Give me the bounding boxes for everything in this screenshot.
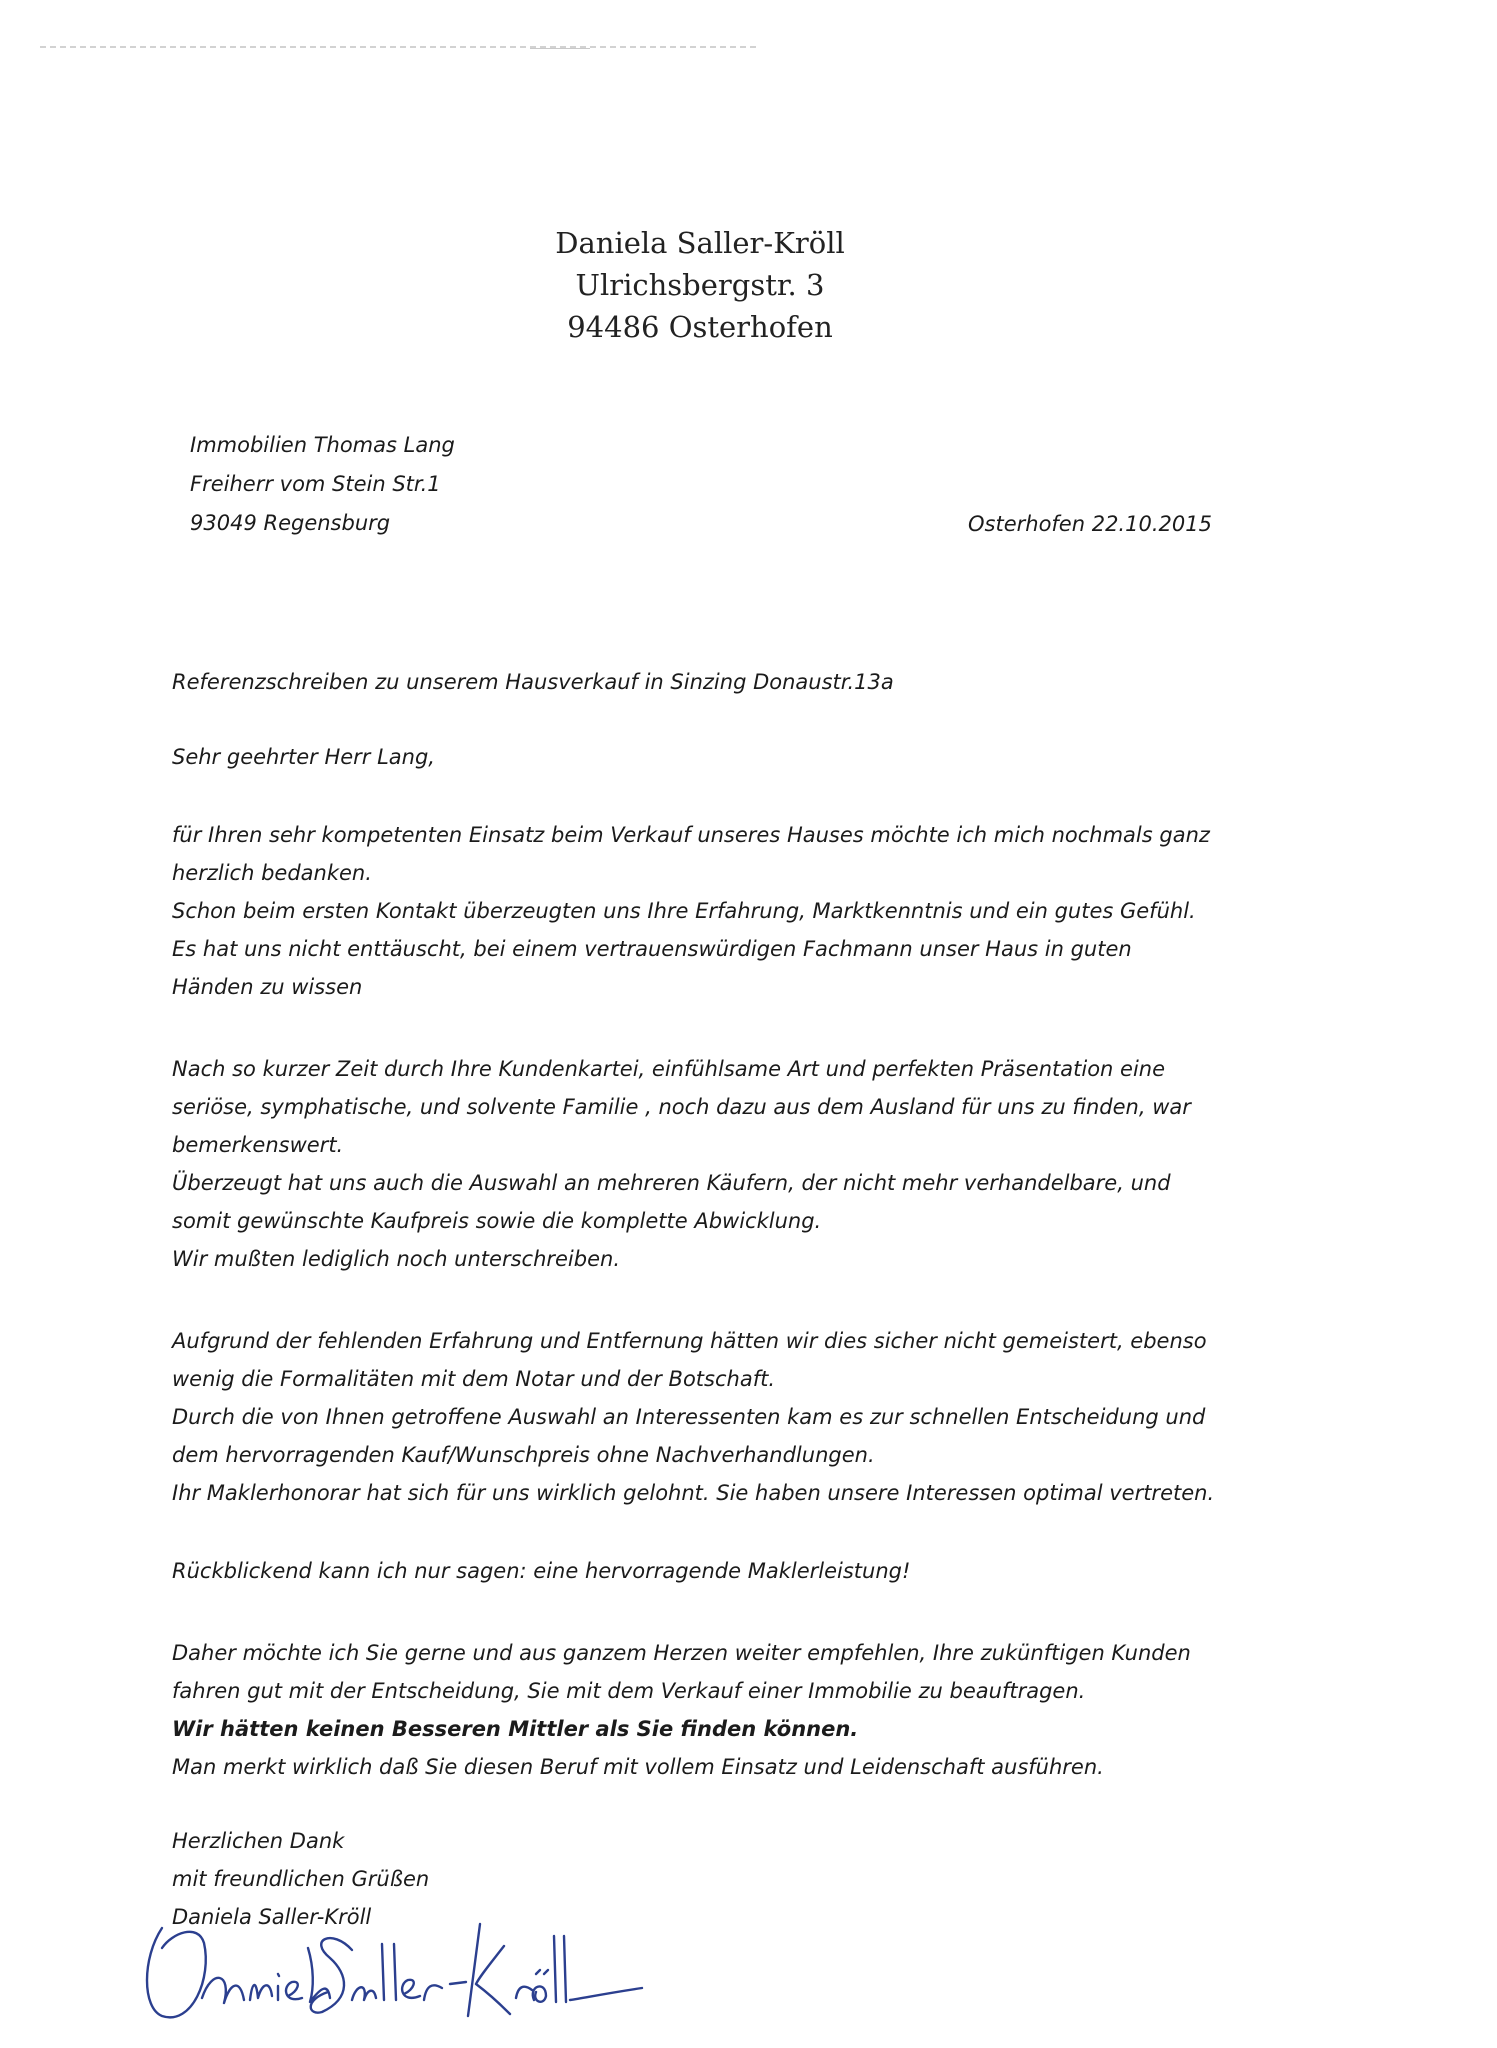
- body-line: Überzeugt hat uns auch die Auswahl an mehreren Käufern, der nicht mehr verhandelbare, und: [172, 1171, 1171, 1195]
- body-line: somit gewünschte Kaufpreis sowie die komplette Abwicklung.: [172, 1209, 822, 1233]
- paragraph-1: [172, 816, 1322, 1006]
- body-line: Daher möchte ich Sie gerne und aus ganzem Herzen weiter empfehlen, Ihre zukünftigen Kunden: [172, 1641, 1191, 1665]
- body-line: Wir mußten lediglich noch unterschreiben.: [172, 1247, 621, 1271]
- body-line: für Ihren sehr kompetenten Einsatz beim Verkauf unseres Hauses möchte ich mich nochmals ganz: [172, 823, 1210, 847]
- paragraph-5: [172, 1634, 1322, 1786]
- recipient-company: Immobilien Thomas Lang: [190, 433, 455, 457]
- body-line: Durch die von Ihnen getroffene Auswahl an Interessenten kam es zur schnellen Entscheidung und: [172, 1405, 1206, 1429]
- handwritten-signature: [132, 1888, 652, 2038]
- scan-artifact: [530, 48, 590, 49]
- body-line: Nach so kurzer Zeit durch Ihre Kundenkartei, einfühlsame Art und perfekten Präsentation eine: [172, 1057, 1166, 1081]
- recipient-address: [190, 426, 455, 543]
- body-line: Aufgrund der fehlenden Erfahrung und Entfernung hätten wir dies sicher nicht gemeistert, ebenso: [172, 1329, 1207, 1353]
- body-line: Man merkt wirklich daß Sie diesen Beruf mit vollem Einsatz und Leidenschaft ausführen.: [172, 1755, 1104, 1779]
- sender-city: 94486 Osterhofen: [567, 310, 833, 344]
- closing-line: mit freundlichen Grüßen: [172, 1867, 430, 1891]
- body-line: seriöse, symphatische, und solvente Familie , noch dazu aus dem Ausland für uns zu finden, war: [172, 1095, 1191, 1119]
- body-line: Schon beim ersten Kontakt überzeugten uns Ihre Erfahrung, Marktkenntnis und ein gutes Gefühl.: [172, 899, 1196, 923]
- closing-line: Herzlichen Dank: [172, 1829, 345, 1853]
- body-line: Händen zu wissen: [172, 975, 363, 999]
- paragraph-4: [172, 1552, 1322, 1590]
- body-line: Es hat uns nicht enttäuscht, bei einem vertrauenswürdigen Fachmann unser Haus in guten: [172, 937, 1132, 961]
- body-line: bemerkenswert.: [172, 1133, 344, 1157]
- scan-artifact: [40, 46, 760, 48]
- subject-line: [172, 663, 1322, 701]
- body-line: Rückblickend kann ich nur sagen: eine hervorragende Maklerleistung!: [172, 1559, 911, 1583]
- salutation-text: Sehr geehrter Herr Lang,: [172, 745, 435, 769]
- body-line-emphasis: Wir hätten keinen Besseren Mittler als Sie finden können.: [172, 1717, 859, 1741]
- paragraph-3: [172, 1322, 1322, 1512]
- sender-name: Daniela Saller-Kröll: [555, 226, 845, 260]
- letter-date: Osterhofen 22.10.2015: [968, 512, 1212, 536]
- body-line: Ihr Maklerhonorar hat sich für uns wirklich gelohnt. Sie haben unsere Interessen optimal vertreten.: [172, 1481, 1215, 1505]
- salutation: [172, 738, 1322, 776]
- subject-text: Referenzschreiben zu unserem Hausverkauf in Sinzing Donaustr.13a: [172, 670, 894, 694]
- body-line: fahren gut mit der Entscheidung, Sie mit dem Verkauf einer Immobilie zu beauftragen.: [172, 1679, 1086, 1703]
- body-line: herzlich bedanken.: [172, 861, 372, 885]
- sender-street: Ulrichsbergstr. 3: [575, 268, 825, 302]
- recipient-street: Freiherr vom Stein Str.1: [190, 472, 441, 496]
- body-line: dem hervorragenden Kauf/Wunschpreis ohne Nachverhandlungen.: [172, 1443, 875, 1467]
- recipient-city: 93049 Regensburg: [190, 511, 391, 535]
- body-line: wenig die Formalitäten mit dem Notar und der Botschaft.: [172, 1367, 775, 1391]
- sender-address: [400, 222, 1000, 348]
- closing-name: Daniela Saller-Kröll: [172, 1905, 372, 1929]
- paragraph-2: [172, 1050, 1322, 1278]
